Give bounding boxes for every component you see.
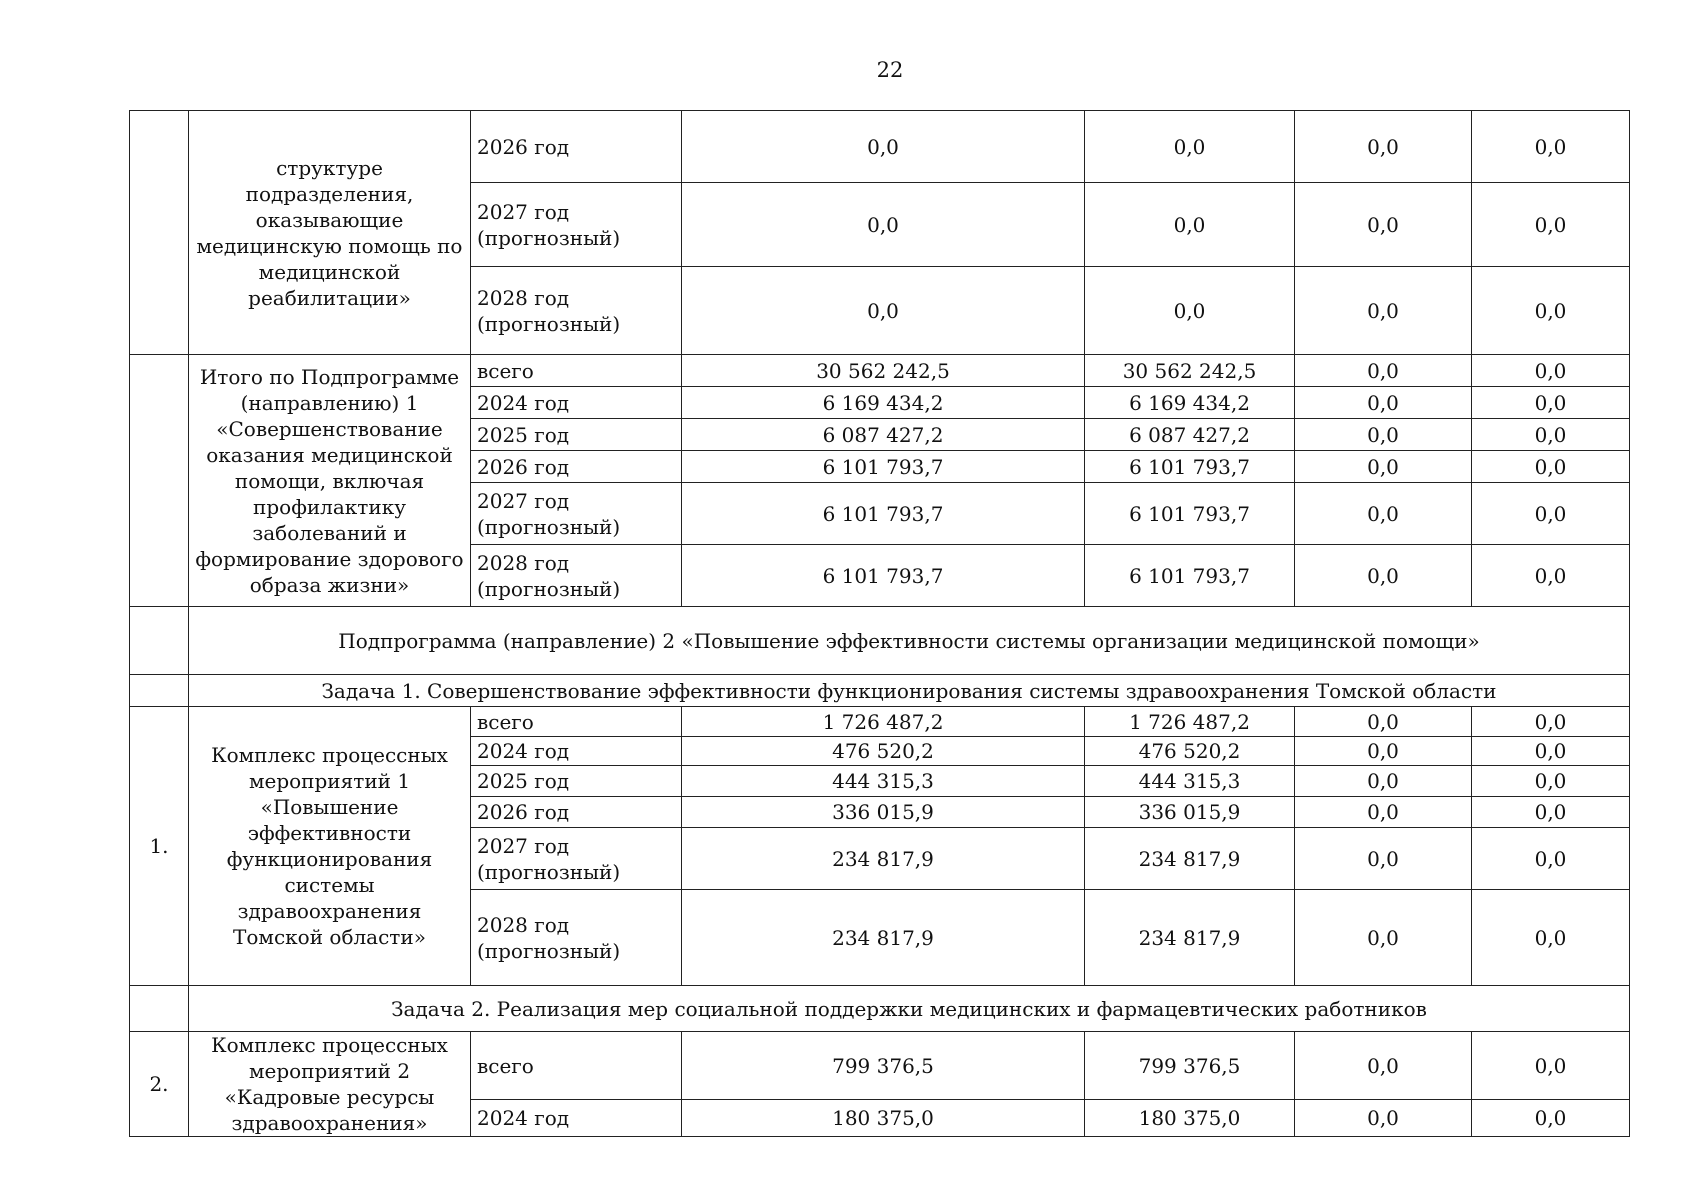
value-cell: 0,0: [1295, 1100, 1472, 1137]
period-cell: всего: [471, 355, 682, 387]
period-cell: 2027 год (прогнозный): [471, 828, 682, 890]
table-row: [130, 1032, 1630, 1100]
value-cell: 0,0: [1472, 766, 1630, 797]
measure-name-cell: Комплекс процессных мероприятий 1 «Повышение эффективности функционирования системы здравоохранения Томской области»: [189, 707, 471, 986]
value-cell: 234 817,9: [682, 890, 1085, 986]
value-cell: 6 087 427,2: [682, 419, 1085, 451]
measure-name-cell: Итого по Подпрограмме (направлению) 1 «Совершенствование оказания медицинской помощи, включая профилактику заболеваний и формирование здорового образа жизни»: [189, 355, 471, 607]
value-cell: 0,0: [1295, 355, 1472, 387]
value-cell: 0,0: [1472, 183, 1630, 267]
row-index-cell: 2.: [130, 1032, 189, 1137]
period-cell: всего: [471, 1032, 682, 1100]
row-index-cell: [130, 111, 189, 355]
task-header: Задача 2. Реализация мер социальной поддержки медицинских и фармацевтических работников: [189, 986, 1630, 1032]
value-cell: 234 817,9: [682, 828, 1085, 890]
value-cell: 0,0: [1472, 419, 1630, 451]
value-cell: 0,0: [1472, 451, 1630, 483]
value-cell: 0,0: [1472, 355, 1630, 387]
value-cell: 476 520,2: [682, 737, 1085, 766]
value-cell: 0,0: [1295, 737, 1472, 766]
value-cell: 6 101 793,7: [1085, 451, 1295, 483]
period-cell: 2027 год (прогнозный): [471, 483, 682, 545]
value-cell: 0,0: [1295, 828, 1472, 890]
value-cell: 476 520,2: [1085, 737, 1295, 766]
value-cell: 0,0: [1295, 267, 1472, 355]
period-cell: 2024 год: [471, 737, 682, 766]
table-row: [130, 355, 1630, 387]
value-cell: 0,0: [1472, 737, 1630, 766]
value-cell: 6 101 793,7: [682, 483, 1085, 545]
value-cell: 0,0: [1295, 890, 1472, 986]
value-cell: 234 817,9: [1085, 828, 1295, 890]
period-cell: 2026 год: [471, 797, 682, 828]
value-cell: 336 015,9: [1085, 797, 1295, 828]
value-cell: 0,0: [1295, 111, 1472, 183]
period-cell: всего: [471, 707, 682, 737]
period-cell: 2026 год: [471, 111, 682, 183]
table-row: [130, 986, 1630, 1032]
value-cell: 0,0: [1085, 267, 1295, 355]
value-cell: 0,0: [682, 111, 1085, 183]
value-cell: 0,0: [1295, 451, 1472, 483]
value-cell: 0,0: [1472, 828, 1630, 890]
table-row: [130, 111, 1630, 183]
value-cell: 0,0: [1295, 766, 1472, 797]
value-cell: 30 562 242,5: [682, 355, 1085, 387]
value-cell: 0,0: [1472, 1032, 1630, 1100]
subprogram-header: Подпрограмма (направление) 2 «Повышение эффективности системы организации медицинской помощи»: [189, 607, 1630, 675]
value-cell: 180 375,0: [682, 1100, 1085, 1137]
page-number: 22: [876, 58, 904, 82]
value-cell: 6 101 793,7: [1085, 483, 1295, 545]
period-cell: 2024 год: [471, 1100, 682, 1137]
value-cell: 0,0: [1085, 183, 1295, 267]
value-cell: 0,0: [1295, 483, 1472, 545]
value-cell: 0,0: [1472, 707, 1630, 737]
value-cell: 1 726 487,2: [1085, 707, 1295, 737]
period-cell: 2027 год (прогнозный): [471, 183, 682, 267]
period-cell: 2024 год: [471, 387, 682, 419]
value-cell: 0,0: [1472, 545, 1630, 607]
value-cell: 0,0: [1472, 1100, 1630, 1137]
value-cell: 180 375,0: [1085, 1100, 1295, 1137]
value-cell: 0,0: [1472, 797, 1630, 828]
period-cell: 2025 год: [471, 419, 682, 451]
value-cell: 30 562 242,5: [1085, 355, 1295, 387]
value-cell: 0,0: [1472, 483, 1630, 545]
task-header: Задача 1. Совершенствование эффективности функционирования системы здравоохранения Томской области: [189, 675, 1630, 707]
value-cell: 1 726 487,2: [682, 707, 1085, 737]
value-cell: 0,0: [1472, 111, 1630, 183]
row-index-cell: 1.: [130, 707, 189, 986]
row-index-cell: [130, 607, 189, 675]
value-cell: 6 101 793,7: [682, 451, 1085, 483]
value-cell: 0,0: [682, 267, 1085, 355]
funding-table: [129, 110, 1630, 1137]
table-row: [130, 607, 1630, 675]
period-cell: 2025 год: [471, 766, 682, 797]
value-cell: 6 169 434,2: [682, 387, 1085, 419]
row-index-cell: [130, 986, 189, 1032]
value-cell: 336 015,9: [682, 797, 1085, 828]
row-index-cell: [130, 675, 189, 707]
period-cell: 2028 год (прогнозный): [471, 890, 682, 986]
value-cell: 0,0: [1295, 387, 1472, 419]
value-cell: 799 376,5: [682, 1032, 1085, 1100]
value-cell: 0,0: [1085, 111, 1295, 183]
value-cell: 0,0: [1295, 183, 1472, 267]
period-cell: 2028 год (прогнозный): [471, 545, 682, 607]
table-row: [130, 707, 1630, 737]
value-cell: 234 817,9: [1085, 890, 1295, 986]
period-cell: 2028 год (прогнозный): [471, 267, 682, 355]
measure-name-cell: структуре подразделения, оказывающие медицинскую помощь по медицинской реабилитации»: [189, 111, 471, 355]
value-cell: 0,0: [1295, 797, 1472, 828]
period-cell: 2026 год: [471, 451, 682, 483]
value-cell: 444 315,3: [1085, 766, 1295, 797]
value-cell: 0,0: [1472, 387, 1630, 419]
value-cell: 0,0: [1295, 1032, 1472, 1100]
value-cell: 0,0: [1295, 707, 1472, 737]
value-cell: 6 101 793,7: [1085, 545, 1295, 607]
value-cell: 799 376,5: [1085, 1032, 1295, 1100]
value-cell: 0,0: [1295, 419, 1472, 451]
table-row: [130, 675, 1630, 707]
value-cell: 0,0: [1295, 545, 1472, 607]
value-cell: 0,0: [1472, 267, 1630, 355]
measure-name-cell: Комплекс процессных мероприятий 2 «Кадровые ресурсы здравоохранения»: [189, 1032, 471, 1137]
value-cell: 0,0: [682, 183, 1085, 267]
row-index-cell: [130, 355, 189, 607]
value-cell: 6 087 427,2: [1085, 419, 1295, 451]
value-cell: 444 315,3: [682, 766, 1085, 797]
value-cell: 6 101 793,7: [682, 545, 1085, 607]
value-cell: 0,0: [1472, 890, 1630, 986]
value-cell: 6 169 434,2: [1085, 387, 1295, 419]
